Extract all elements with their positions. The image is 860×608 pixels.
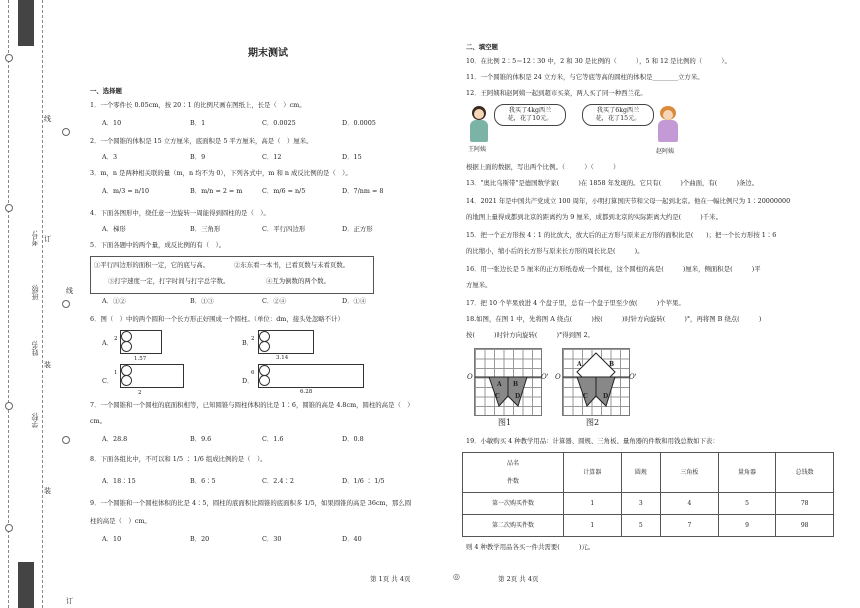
q8-option-c[interactable]: C．2.4∶2 bbox=[262, 477, 294, 485]
section-heading: 一、选择题 bbox=[90, 87, 122, 95]
rotation-figure-2-grid bbox=[555, 348, 637, 416]
strip-label: 装 bbox=[44, 361, 51, 369]
shape-d-label: D bbox=[515, 393, 521, 400]
q2-option-d[interactable]: D．15 bbox=[342, 153, 362, 161]
rotation-figure-2-shapes bbox=[563, 349, 629, 415]
q9-option-a[interactable]: A．10 bbox=[102, 535, 122, 543]
table-header-quantity: 件数 bbox=[506, 477, 519, 485]
q6-d-dim: 6.28 bbox=[300, 389, 313, 395]
question-4: 4．下面各图形中，绕任意一边旋转一周能得到圆柱的是（ ）。 bbox=[90, 209, 270, 217]
exam-number-field: 考号: bbox=[31, 230, 39, 247]
q5-option-d[interactable]: D．①④ bbox=[342, 297, 367, 305]
q8-option-d[interactable]: D．1/6 ∶ 1/5 bbox=[342, 477, 385, 485]
table-corner-cell bbox=[463, 453, 564, 493]
point-o-label: O bbox=[555, 373, 561, 381]
table-header: 三角板 bbox=[661, 453, 719, 493]
q5-statement-2: ②东东看一本书，已看页数与未看页数。 bbox=[234, 261, 350, 269]
q6-a-circle bbox=[121, 341, 132, 352]
table-cell: 4 bbox=[661, 493, 719, 515]
page-divider-circle-icon: ◎ bbox=[453, 572, 460, 581]
shape-c-label: C bbox=[495, 393, 500, 400]
punch-hole bbox=[5, 402, 13, 410]
point-o-label: O bbox=[467, 373, 473, 381]
table-header: 总钱数 bbox=[776, 453, 834, 493]
table-header-item-name: 品名 bbox=[506, 460, 519, 468]
rotation-figure-1-grid bbox=[467, 348, 549, 416]
q19-table bbox=[462, 452, 834, 537]
question-12-answer: 根据上面的数据，写出两个比例。（ ）（ ） bbox=[466, 163, 620, 171]
question-3: 3．m，n 是两种相关联的量（m，n 均不为 0），下列各式中，m 和 n 成反比例的是（ ）。 bbox=[90, 169, 352, 177]
q5-statement-1: ①平行四边形的面积一定，它的底与高。 bbox=[94, 261, 210, 269]
q9-option-d[interactable]: D．40 bbox=[342, 535, 362, 543]
q6-b-dim: 2 bbox=[251, 336, 255, 342]
question-7: 7．一个圆锥和一个圆柱的底面积相等，已知圆锥与圆柱体积的比是 1∶6，圆锥的高是 4.8cm，圆柱的高是（ ） bbox=[90, 401, 414, 409]
school-field: 学校: bbox=[31, 412, 39, 429]
name-zhao: 赵阿姨 bbox=[656, 148, 675, 155]
q6-d-dim: 6 bbox=[251, 370, 255, 376]
rotation-figure-1-shapes bbox=[475, 349, 541, 415]
speech-bubble-zhao bbox=[582, 104, 654, 126]
question-9: 9．一个圆锥和一个圆柱体积的比是 4∶5，圆柱的底面积比圆锥的底面积多 1/5，如果圆锥的高是 36cm，那么圆 bbox=[90, 499, 412, 507]
strip-label: 订 bbox=[44, 235, 51, 243]
punch-hole bbox=[62, 300, 70, 308]
table-cell: 78 bbox=[776, 493, 834, 515]
class-field: 班级: bbox=[31, 284, 39, 301]
punch-hole bbox=[62, 436, 70, 444]
question-5: 5．下面各题中的两个量，成反比例的有（ ）。 bbox=[90, 241, 226, 249]
q8-option-a[interactable]: A．18∶15 bbox=[102, 477, 136, 485]
strip-dark-bar bbox=[18, 562, 34, 608]
binding-strip bbox=[0, 0, 73, 608]
table-cell: 第一次购买件数 bbox=[463, 493, 564, 515]
table-header: 圆规 bbox=[621, 453, 660, 493]
table-header: 计算器 bbox=[564, 453, 622, 493]
q5-option-a[interactable]: A．①② bbox=[102, 297, 126, 305]
point-o-prime-label: O' bbox=[629, 373, 637, 381]
q7-option-c[interactable]: C．1.6 bbox=[262, 435, 284, 443]
q6-option-c[interactable]: C． bbox=[102, 377, 114, 385]
table-header: 量角器 bbox=[718, 453, 776, 493]
table-cell: 9 bbox=[718, 515, 776, 537]
strip-label: 装 bbox=[44, 487, 51, 495]
woman-zhao-illustration bbox=[656, 106, 680, 144]
table-cell: 3 bbox=[621, 493, 660, 515]
question-15-continued: 的比缩小，缩小后的长方形与原来长方形的周长比是( )。 bbox=[466, 247, 644, 255]
q4-option-d[interactable]: D．正方形 bbox=[342, 225, 373, 233]
woman-wang-illustration bbox=[468, 106, 490, 144]
question-9-continued: 柱的高是（ ）cm。 bbox=[90, 517, 151, 525]
q8-option-b[interactable]: B．6∶5 bbox=[190, 477, 216, 485]
bubble-text-wang: 我买了4kg西兰 花，花了10元。 bbox=[507, 107, 553, 122]
table-cell: 7 bbox=[661, 515, 719, 537]
q2-option-a[interactable]: A．3 bbox=[102, 153, 118, 161]
table-row bbox=[463, 515, 834, 537]
question-1: 1．一个零件长 0.05cm，按 20∶1 的比例尺画在图纸上，长是（ ）cm。 bbox=[90, 101, 306, 109]
shape-a-label: A bbox=[497, 381, 502, 388]
q3-option-d[interactable]: D．7/nm = 8 bbox=[342, 187, 384, 195]
q5-statement-4: ④互为倒数的两个数。 bbox=[266, 277, 330, 285]
strip-dark-bar bbox=[18, 0, 34, 46]
punch-hole bbox=[5, 524, 13, 532]
q9-option-c[interactable]: C．30 bbox=[262, 535, 282, 543]
page-1-footer: 第 1页 共 4页 bbox=[370, 575, 411, 583]
q1-option-d[interactable]: D．0.0005 bbox=[342, 119, 376, 127]
q2-option-b[interactable]: B．9 bbox=[190, 153, 206, 161]
name-wang: 王阿姨 bbox=[468, 146, 487, 153]
dashed-cut-line bbox=[42, 0, 43, 608]
q6-d-circle bbox=[259, 375, 270, 386]
q6-b-dim: 3.14 bbox=[276, 355, 289, 361]
point-o-prime-label: O' bbox=[541, 373, 549, 381]
shape-c-label: C bbox=[583, 393, 588, 400]
q6-option-d[interactable]: D． bbox=[242, 377, 254, 385]
shape-d-label: D bbox=[603, 393, 609, 400]
page-2-footer: 第 2页 共 4页 bbox=[498, 575, 539, 583]
table-cell: 1 bbox=[564, 493, 622, 515]
punch-hole bbox=[5, 54, 13, 62]
q6-a-dim: 2 bbox=[114, 336, 118, 342]
q9-option-b[interactable]: B．20 bbox=[190, 535, 210, 543]
punch-hole bbox=[5, 204, 13, 212]
q4-option-b[interactable]: B．三角形 bbox=[190, 225, 221, 233]
page-title: 期末测试 bbox=[248, 48, 288, 59]
q7-option-d[interactable]: D．0.8 bbox=[342, 435, 364, 443]
table-cell: 5 bbox=[621, 515, 660, 537]
q6-c-circle bbox=[121, 375, 132, 386]
question-16-continued: 方厘米。 bbox=[466, 281, 492, 289]
section-heading: 二、填空题 bbox=[466, 43, 498, 51]
question-17: 17．把 10 个苹果放进 4 个盘子里，总有一个盘子里至少放( )个苹果。 bbox=[466, 299, 685, 307]
question-19: 19．小敏购买 4 种教学用品：计算器、圆规、三角板、量角器的件数和用钱总数如下表： bbox=[466, 437, 719, 445]
question-18: 18.如图，在图 1 中，先将图 A 绕点( )按( )时针方向旋转( )°，再将图 B 绕点( ) bbox=[466, 315, 762, 323]
question-6: 6．图（ ）中的两个圆和一个长方形正好围成一个圆柱。（单位：dm，接头处忽略不计） bbox=[90, 315, 344, 323]
q1-option-b[interactable]: B．1 bbox=[190, 119, 206, 127]
shape-a-label: A bbox=[577, 361, 582, 368]
q6-a-dim: 1.57 bbox=[134, 356, 147, 362]
table-cell: 98 bbox=[776, 515, 834, 537]
q1-option-a[interactable]: A．10 bbox=[102, 119, 122, 127]
punch-hole bbox=[62, 128, 70, 136]
strip-label: 订 bbox=[66, 597, 73, 605]
q4-option-c[interactable]: C．平行四边形 bbox=[262, 225, 306, 233]
question-14: 14．2021 年是中国共产党成立 100 周年，小明打算国庆节和父母一起到北京。他在一幅比例尺为 1∶20000000 bbox=[466, 197, 791, 205]
question-13: 13．"奥比乌斯带"是德国数学家( )在 1858 年发现的。它只有( )个曲面，有( )条边。 bbox=[466, 179, 759, 187]
q6-option-b[interactable]: B． bbox=[242, 339, 254, 347]
table-row bbox=[463, 493, 834, 515]
question-16: 16．用一张边长是 5 厘米的正方形纸卷成一个圆柱，这个圆柱的高是( )厘米，侧面积是( )平 bbox=[466, 265, 761, 273]
question-12: 12．王阿姨和赵阿姨一起到超市买菜，两人买了同一种西兰花。 bbox=[466, 89, 647, 97]
strip-label: 线 bbox=[66, 287, 73, 295]
speech-bubble-wang bbox=[494, 104, 566, 126]
question-11: 11．一个圆锥的体积是 24 立方米，与它等底等高的圆柱的体积是________立方米。 bbox=[466, 73, 704, 81]
question-19-answer: 则 4 种教学用品各买一件共需要( )元。 bbox=[466, 543, 595, 551]
question-8: 8．下面各组比中，不可以和 1/5 ∶ 1/6 组成比例的是（ ）。 bbox=[90, 455, 267, 463]
question-14-continued: 的地图上量得成都到北京的距离约为 9 厘米，成都到北京的实际距离大约是( )千米。 bbox=[466, 213, 722, 221]
q5-statement-3: ③打字速度一定，打字时间与打字总字数。 bbox=[108, 277, 230, 285]
q2-option-c[interactable]: C．12 bbox=[262, 153, 282, 161]
q7-option-a[interactable]: A．28.8 bbox=[102, 435, 128, 443]
dashed-cut-line bbox=[8, 0, 9, 608]
figure-1-caption: 图1 bbox=[498, 418, 512, 427]
q6-c-dim: 1 bbox=[114, 370, 118, 376]
q3-option-a[interactable]: A．m/3 = n/10 bbox=[102, 187, 150, 195]
question-2: 2．一个圆锥的体积是 15 立方厘米，底面积是 5 平方厘米，高是（ ）厘米。 bbox=[90, 137, 313, 145]
bubble-text-zhao: 我买了6kg西兰 花，花了15元。 bbox=[595, 107, 641, 122]
figure-2-caption: 图2 bbox=[586, 418, 600, 427]
q5-option-b[interactable]: B．①③ bbox=[190, 297, 214, 305]
q3-option-c[interactable]: C．m/6 = n/5 bbox=[262, 187, 306, 195]
q6-option-a[interactable]: A． bbox=[102, 339, 114, 347]
name-field: 姓名: bbox=[31, 340, 39, 357]
table-cell: 1 bbox=[564, 515, 622, 537]
question-15: 15．把一个正方形按 4∶1 的比放大，放大后的正方形与原来正方形的面积比是( )；把一个长方形按 1∶6 bbox=[466, 231, 777, 239]
q6-c-dim: 2 bbox=[138, 390, 142, 396]
question-7-unit: cm。 bbox=[90, 417, 107, 425]
question-18-continued: 按( )时针方向旋转( )°得到图 2。 bbox=[466, 331, 594, 339]
q1-option-c[interactable]: C．0.0025 bbox=[262, 119, 296, 127]
q6-b-circle bbox=[259, 341, 270, 352]
q4-option-a[interactable]: A．梯形 bbox=[102, 225, 126, 233]
table-cell: 第二次购买件数 bbox=[463, 515, 564, 537]
q6-d-rectangle bbox=[258, 364, 364, 388]
q5-option-c[interactable]: C．②④ bbox=[262, 297, 287, 305]
strip-label: 线 bbox=[44, 115, 51, 123]
shape-b-label: B bbox=[609, 361, 615, 368]
shape-b-label: B bbox=[513, 381, 519, 388]
table-cell: 5 bbox=[718, 493, 776, 515]
q7-option-b[interactable]: B．9.6 bbox=[190, 435, 212, 443]
q3-option-b[interactable]: B．m/n = 2 = m bbox=[190, 187, 243, 195]
question-10: 10．在比例 2∶5＝12∶30 中，2 和 30 是比例的（ ），5 和 12 是比例的（ ）。 bbox=[466, 57, 731, 65]
